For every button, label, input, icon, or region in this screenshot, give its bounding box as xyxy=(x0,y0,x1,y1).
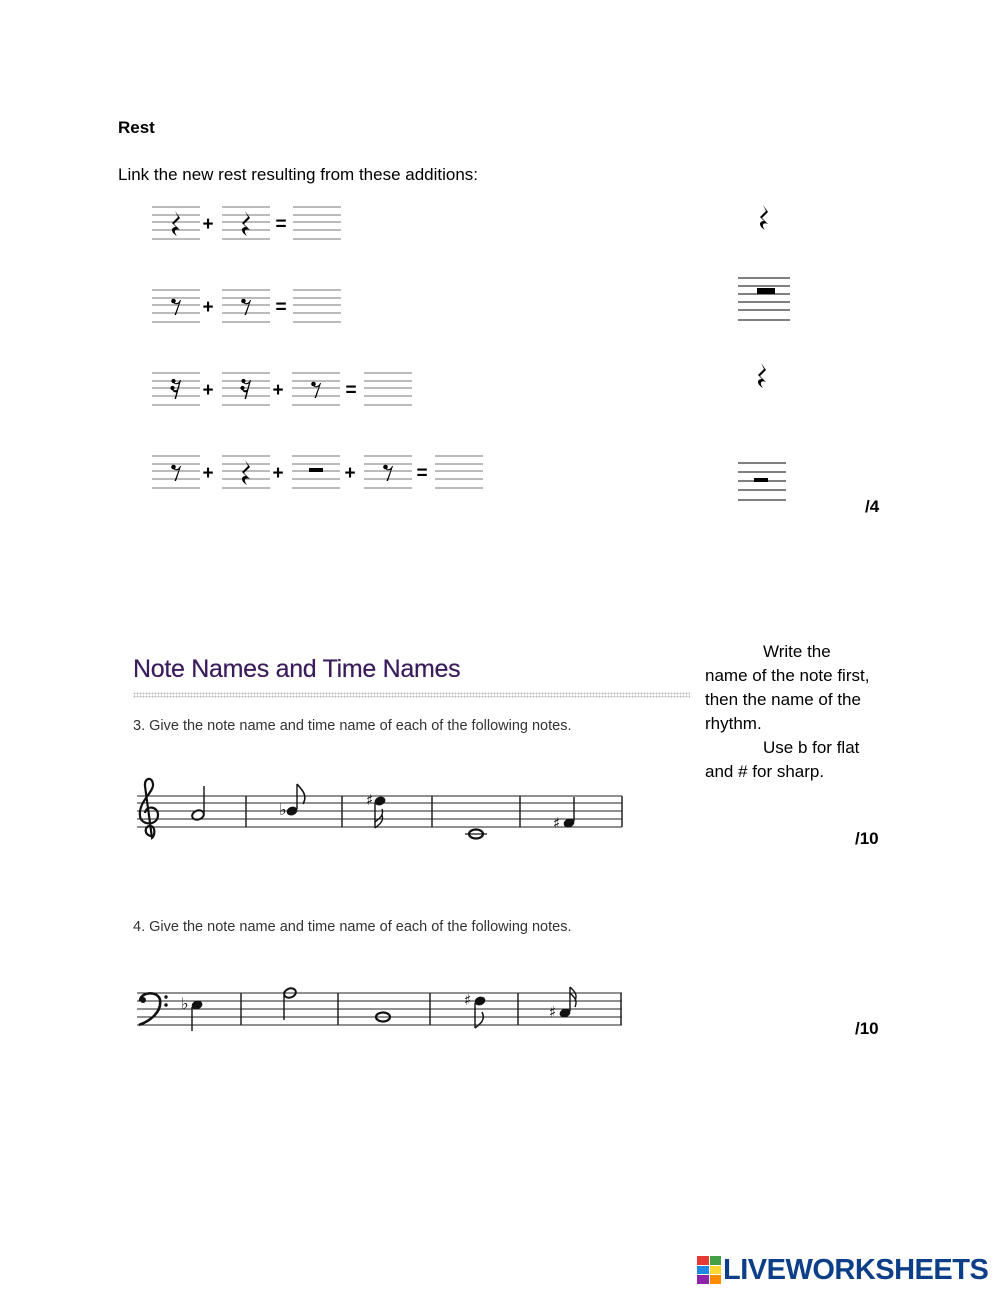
logo-text: LIVEWORKSHEETS xyxy=(723,1254,989,1286)
equals-sign: = xyxy=(345,380,357,401)
svg-text:♯: ♯ xyxy=(366,791,374,809)
side-note-line: Use b for flat xyxy=(763,738,860,757)
answer-drop-zone-row-1[interactable] xyxy=(293,205,341,241)
equals-sign: = xyxy=(275,297,287,318)
logo-block xyxy=(697,1266,709,1275)
svg-text:♯: ♯ xyxy=(464,991,472,1009)
q4-score: /10 xyxy=(855,1019,879,1038)
svg-text:♭: ♭ xyxy=(279,800,287,819)
plus-sign: + xyxy=(202,297,214,318)
rest-instruction: Link the new rest resulting from these additions: xyxy=(118,165,479,184)
answer-drop-zone-row-2[interactable] xyxy=(293,288,341,324)
answer-drop-zone-row-3[interactable] xyxy=(364,371,412,407)
logo-block xyxy=(697,1256,709,1265)
answer-drop-zone-row-4[interactable] xyxy=(435,454,483,490)
equals-sign: = xyxy=(416,463,428,484)
rest-equation-staves xyxy=(152,207,483,488)
rest-equation-symbols xyxy=(170,205,483,490)
treble-clef-icon xyxy=(140,779,158,838)
answer-quarter-rest-1[interactable] xyxy=(760,205,768,230)
logo-block xyxy=(710,1256,722,1265)
plus-sign: + xyxy=(202,214,214,235)
svg-text:♯: ♯ xyxy=(553,814,561,832)
side-note-line: rhythm. xyxy=(705,714,762,733)
logo-block xyxy=(710,1275,722,1284)
equals-sign: = xyxy=(275,214,287,235)
liveworksheets-logo xyxy=(697,1255,988,1285)
plus-sign: + xyxy=(202,380,214,401)
svg-text:♯: ♯ xyxy=(549,1003,557,1021)
side-note-line: name of the note first, xyxy=(705,666,870,685)
side-note-line: then the name of the xyxy=(705,690,861,709)
rest-score: /4 xyxy=(865,497,880,516)
plus-sign: + xyxy=(344,463,356,484)
answer-quarter-rest-2[interactable] xyxy=(758,363,766,388)
q3-score: /10 xyxy=(855,829,879,848)
logo-blocks-icon xyxy=(697,1256,721,1284)
dotted-divider xyxy=(133,692,690,698)
section-title-rest: Rest xyxy=(118,118,155,137)
plus-sign: + xyxy=(272,463,284,484)
answer-minim-rest[interactable] xyxy=(738,463,786,500)
section-title-note-names: Note Names and Time Names xyxy=(133,655,461,683)
minim-rest-icon xyxy=(309,468,323,472)
side-note-line: and # for sharp. xyxy=(705,762,825,781)
question-3: 3. Give the note name and time name of each of the following notes. xyxy=(133,718,572,734)
svg-text:♭: ♭ xyxy=(181,994,189,1013)
side-note-line: Write the xyxy=(763,642,831,661)
question-4: 4. Give the note name and time name of each of the following notes. xyxy=(133,919,572,935)
logo-block xyxy=(697,1275,709,1284)
answer-semibreve-rest[interactable] xyxy=(738,278,790,320)
logo-block xyxy=(710,1266,722,1275)
plus-sign: + xyxy=(202,463,214,484)
plus-sign: + xyxy=(272,380,284,401)
side-instructions xyxy=(705,640,895,784)
